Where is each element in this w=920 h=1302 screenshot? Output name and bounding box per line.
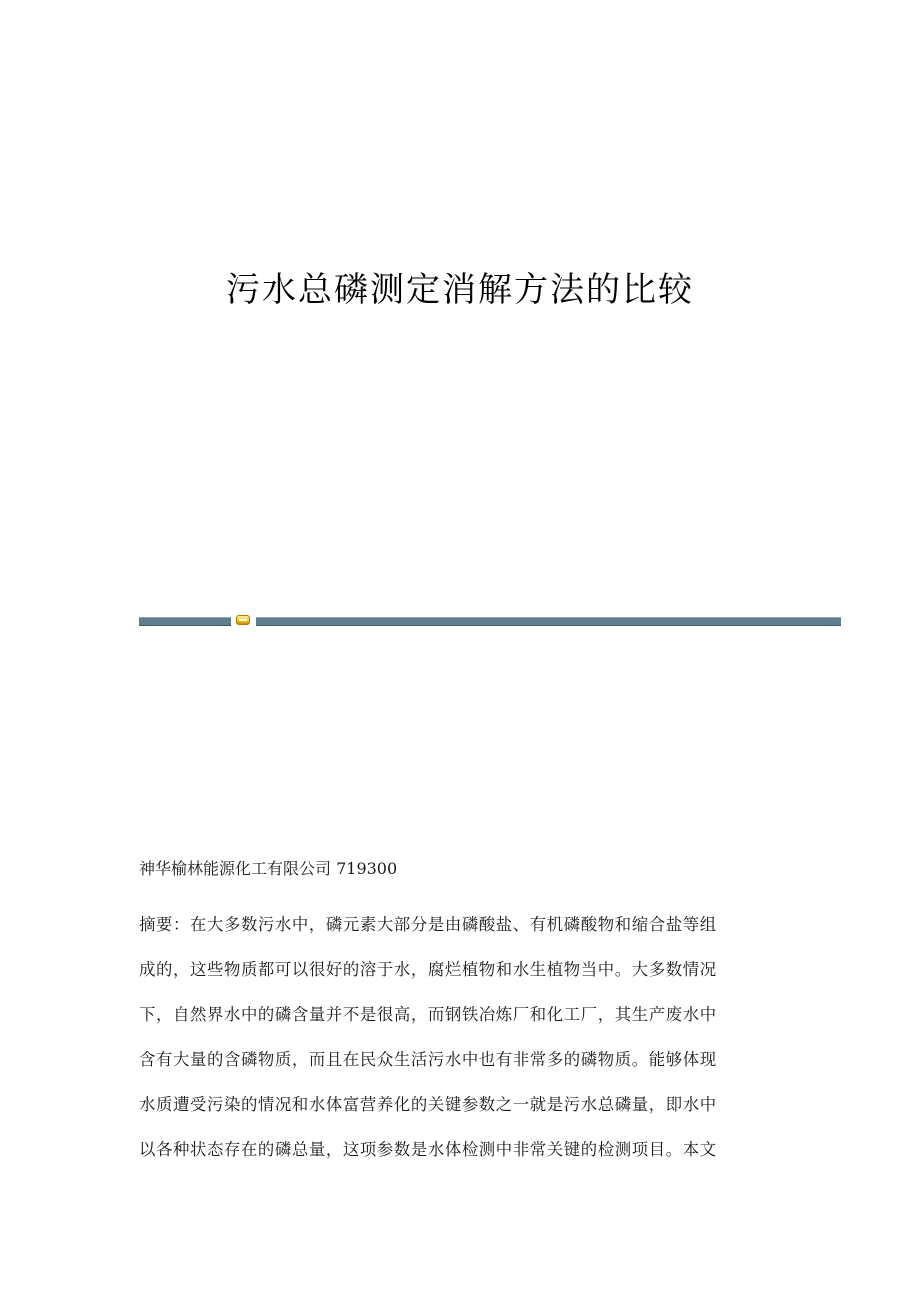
- author-affiliation: 神华榆林能源化工有限公司 719300: [139, 859, 398, 878]
- abstract: [139, 911, 779, 1181]
- divider-bar-right: [256, 617, 841, 626]
- abstract-line: 下，自然界水中的磷含量并不是很高，而钢铁冶炼厂和化工厂，其生产废水中: [139, 1005, 717, 1024]
- abstract-line: 水质遭受污染的情况和水体富营养化的关键参数之一就是污水总磷量，即水中: [139, 1095, 717, 1114]
- abstract-line: 以各种状态存在的磷总量，这项参数是水体检测中非常关键的检测项目。本文: [139, 1140, 717, 1159]
- abstract-line: 成的，这些物质都可以很好的溶于水，腐烂植物和水生植物当中。大多数情况: [139, 960, 717, 979]
- document-title: 污水总磷测定消解方法的比较: [226, 270, 694, 310]
- divider-ornament-icon: [236, 615, 250, 625]
- abstract-line: 摘要：在大多数污水中，磷元素大部分是由磷酸盐、有机磷酸物和缩合盐等组: [139, 915, 717, 934]
- divider-bar-left: [139, 617, 231, 626]
- title-divider: [139, 615, 841, 625]
- abstract-line: 含有大量的含磷物质，而且在民众生活污水中也有非常多的磷物质。能够体现: [139, 1050, 717, 1069]
